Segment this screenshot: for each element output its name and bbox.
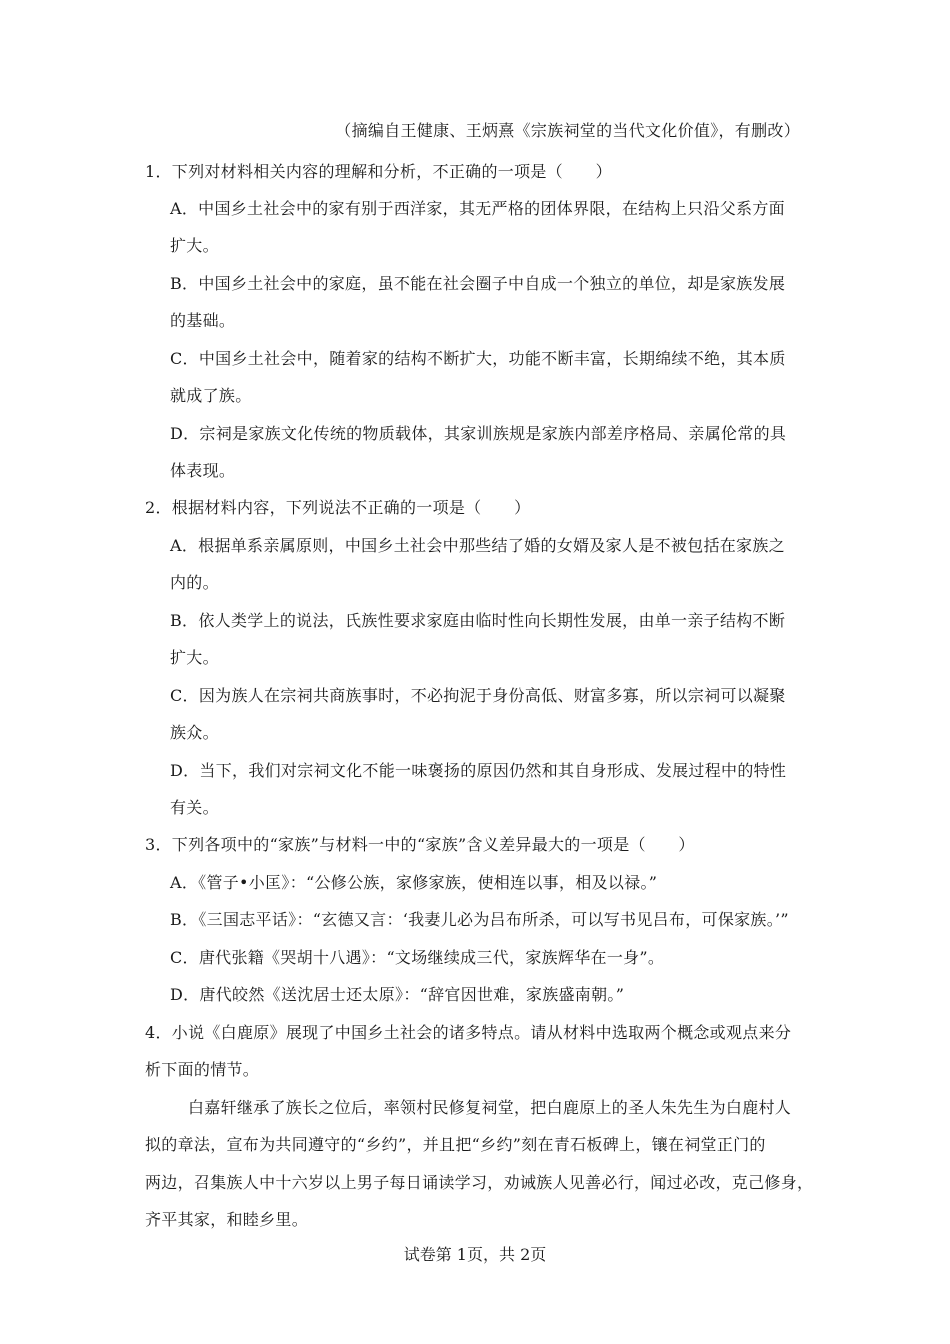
question-3-option-a: A．《管子•小匡》：“公修公族，家修家族，使相连以事，相及以禄。”	[170, 873, 658, 892]
question-1-option-a-cont: 扩大。	[170, 236, 219, 255]
question-2-option-d-cont: 有关。	[170, 798, 219, 817]
question-2-option-d: D．当下，我们对宗祠文化不能一味褒扬的原因仍然和其自身形成、发展过程中的特性	[170, 761, 787, 780]
question-1-option-d: D．宗祠是家族文化传统的物质载体，其家训族规是家族内部差序格局、亲属伦常的具	[170, 424, 787, 443]
question-2-option-c: C．因为族人在宗祠共商族事时，不必拘泥于身份高低、财富多寡，所以宗祠可以凝聚	[170, 686, 786, 705]
page-footer: 试卷第 1页，共 2页	[403, 1245, 547, 1264]
question-1-option-a: A．中国乡土社会中的家有别于西洋家，其无严格的团体界限，在结构上只沿父系方面	[170, 199, 785, 218]
question-3-option-d: D．唐代皎然《送沈居士还太原》：“辞官因世难，家族盛南朝。”	[170, 985, 625, 1004]
question-1-stem: 1．下列对材料相关内容的理解和分析，不正确的一项是（ ）	[145, 162, 612, 181]
source-citation: （摘编自王健康、王炳熹《宗族祠堂的当代文化价值》，有删改）	[335, 121, 800, 140]
question-1-option-d-cont: 体表现。	[170, 461, 236, 480]
question-2-option-b: B．依人类学上的说法，氏族性要求家庭由临时性向长期性发展，由单一亲子结构不断	[170, 611, 786, 630]
question-1-option-b-cont: 的基础。	[170, 311, 236, 330]
question-1-option-b: B．中国乡土社会中的家庭，虽不能在社会圈子中自成一个独立的单位，却是家族发展	[170, 274, 786, 293]
question-1-option-c-cont: 就成了族。	[170, 386, 252, 405]
passage-line-4: 齐平其家，和睦乡里。	[145, 1210, 309, 1229]
question-4-stem-cont: 析下面的情节。	[145, 1060, 260, 1079]
passage-line-1: 白嘉轩继承了族长之位后，率领村民修复祠堂，把白鹿原上的圣人朱先生为白鹿村人	[188, 1098, 792, 1117]
passage-line-3: 两边，召集族人中十六岁以上男子每日诵读学习，劝诫族人见善必行，闻过必改，克己修身，	[145, 1173, 814, 1192]
question-2-option-c-cont: 族众。	[170, 723, 219, 742]
question-3-stem: 3．下列各项中的“家族”与材料一中的“家族”含义差异最大的一项是（ ）	[145, 835, 695, 854]
question-3-option-b: B．《三国志平话》：“玄德又言：‘我妻儿必为吕布所杀，可以写书见吕布，可保家族。’”	[170, 910, 789, 929]
question-2-option-a-cont: 内的。	[170, 573, 219, 592]
question-2-stem: 2．根据材料内容，下列说法不正确的一项是（ ）	[145, 498, 531, 517]
question-3-option-c: C．唐代张籍《哭胡十八遇》：“文场继续成三代，家族辉华在一身”。	[170, 948, 665, 967]
question-1-option-c: C．中国乡土社会中，随着家的结构不断扩大，功能不断丰富，长期绵续不绝，其本质	[170, 349, 786, 368]
passage-line-2: 拟的章法，宣布为共同遵守的“乡约”，并且把“乡约”刻在青石板碑上，镶在祠堂正门的	[145, 1135, 766, 1154]
question-2-option-a: A．根据单系亲属原则，中国乡土社会中那些结了婚的女婿及家人是不被包括在家族之	[170, 536, 785, 555]
question-2-option-b-cont: 扩大。	[170, 648, 219, 667]
question-4-stem: 4．小说《白鹿原》展现了中国乡土社会的诸多特点。请从材料中选取两个概念或观点来分	[145, 1023, 792, 1042]
